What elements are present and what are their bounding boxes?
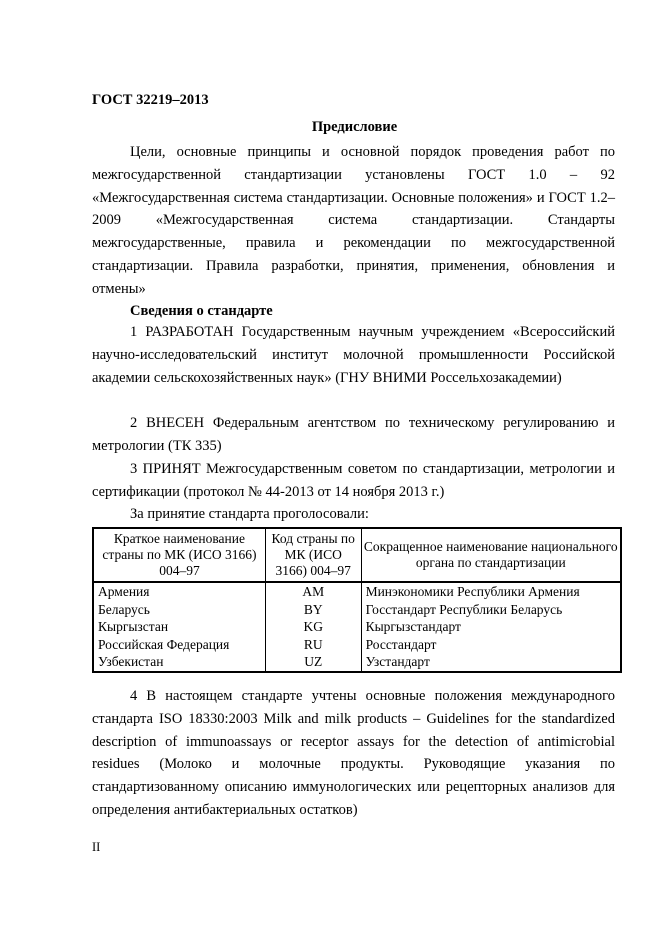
table-row bbox=[93, 601, 621, 619]
preface-title: Предисловие bbox=[311, 119, 398, 135]
country-code-cell: UZ bbox=[265, 653, 361, 672]
country-code-cell: RU bbox=[265, 636, 361, 654]
standard-id-header: ГОСТ 32219–2013 bbox=[92, 92, 209, 108]
info-item-3: 3 ПРИНЯТ Межгосударственным советом по стандартизации, метрологии и сертификации (протокол № 44-2013 от 14 ноября 2013 г.) bbox=[92, 461, 615, 500]
info-item-2: 2 ВНЕСЕН Федеральным агентством по техническому регулированию и метрологии (ТК 335) bbox=[92, 415, 615, 454]
table-row bbox=[93, 582, 621, 601]
member-countries-table bbox=[92, 527, 622, 673]
country-code-cell: KG bbox=[265, 618, 361, 636]
header-country-code: Код страны по МК (ИСО 3166) 004–97 bbox=[265, 528, 361, 582]
info-item-1: 1 РАЗРАБОТАН Государственным научным учреждением «Всероссийский научно-исследовательский институт молочной промышленности Российской академии сельскохозяйственных наук» (ГНУ ВНИМИ Россельхозакадемии) bbox=[92, 324, 615, 386]
table-row bbox=[93, 653, 621, 672]
table-row bbox=[93, 618, 621, 636]
country-name-cell: Кыргызстан bbox=[93, 618, 265, 636]
info-section-title: Сведения о стандарте bbox=[130, 303, 273, 319]
country-code-cell: AM bbox=[265, 582, 361, 601]
preface-paragraph: Цели, основные принципы и основной порядок проведения работ по межгосударственной стандартизации установлены ГОСТ 1.0 – 92 «Межгосударственная система стандартизации. Основные положения» и ГОСТ 1.2–2009 «Межгосударственная система стандартизации. Стандарты межгосударственные, правила и рекомендации по межгосударственной стандартизации. Правила разработки, принятия, применения, обновления и отмены» bbox=[92, 144, 615, 297]
standards-body-cell: Кыргызстандарт bbox=[361, 618, 621, 636]
standards-body-cell: Минэкономики Республики Армения bbox=[361, 582, 621, 601]
standards-body-cell: Узстандарт bbox=[361, 653, 621, 672]
country-code-cell: BY bbox=[265, 601, 361, 619]
page-number: II bbox=[92, 840, 101, 854]
header-standards-body: Сокращенное наименование национального органа по стандартизации bbox=[361, 528, 621, 582]
info-item-4: 4 В настоящем стандарте учтены основные положения международного стандарта ISO 18330:2003 Milk and milk products – Guidelines for the standardized description of immunoassays or receptor assays for the detection of antimicrobial residues (Молоко и молочные продукты. Руководящие указания по стандартизованному описанию иммунологических или рецепторных анализов для определения антибактериальных остатков) bbox=[92, 688, 615, 818]
country-name-cell: Узбекистан bbox=[93, 653, 265, 672]
country-name-cell: Российская Федерация bbox=[93, 636, 265, 654]
country-name-cell: Армения bbox=[93, 582, 265, 601]
country-name-cell: Беларусь bbox=[93, 601, 265, 619]
voted-label: За принятие стандарта проголосовали: bbox=[130, 506, 369, 522]
standards-body-cell: Росстандарт bbox=[361, 636, 621, 654]
table-row bbox=[93, 636, 621, 654]
table-header-row bbox=[93, 528, 621, 582]
header-country-name: Краткое наименование страны по МК (ИСО 3166) 004–97 bbox=[93, 528, 265, 582]
standards-body-cell: Госстандарт Республики Беларусь bbox=[361, 601, 621, 619]
